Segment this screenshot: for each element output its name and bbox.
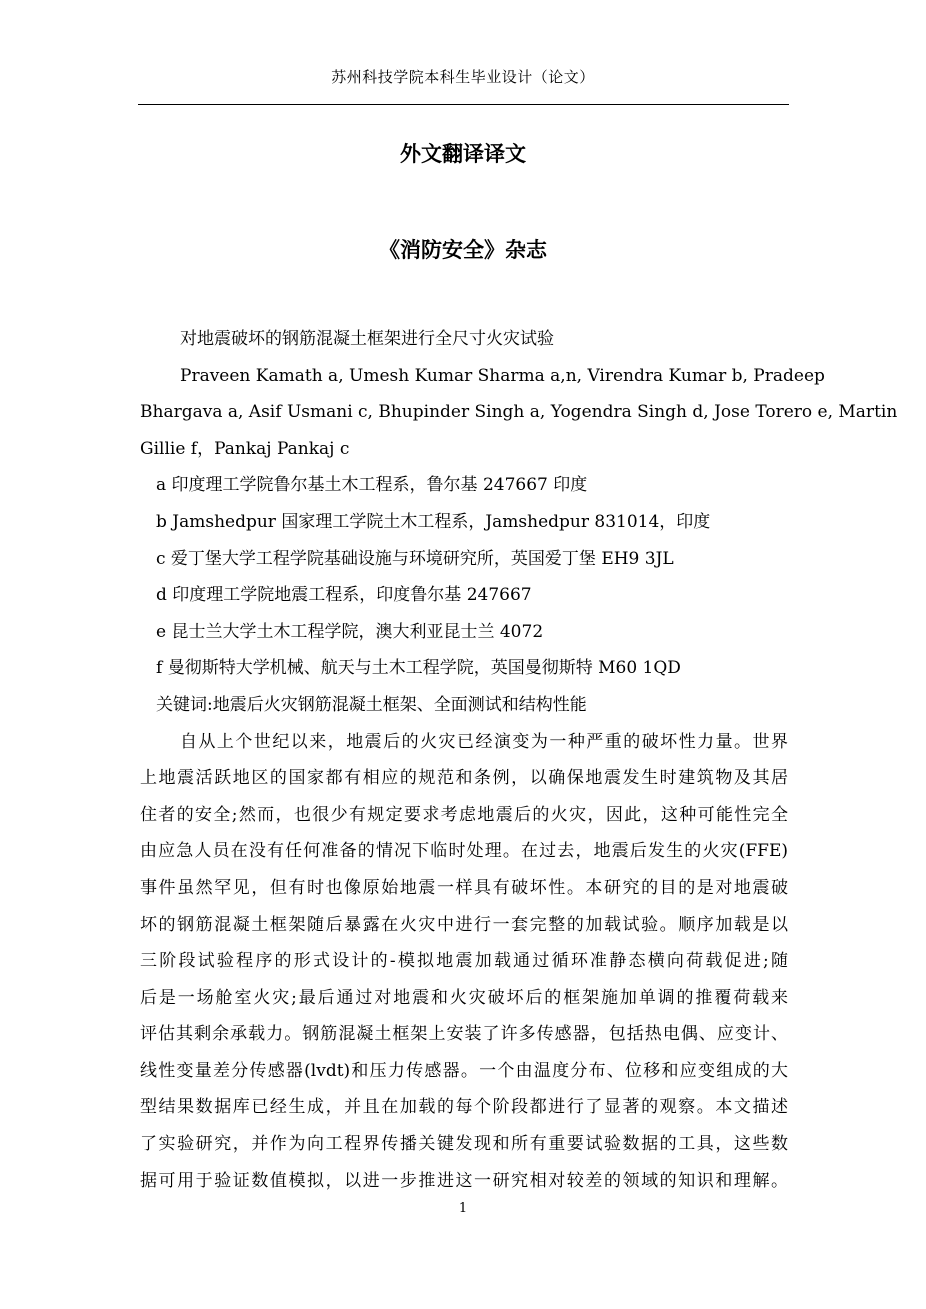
running-header: 苏州科技学院本科生毕业设计（论文）	[331, 68, 595, 86]
affiliation-line: a 印度理工学院鲁尔基土木工程系，鲁尔基 247667 印度	[156, 475, 588, 496]
abstract-line: 上地震活跃地区的国家都有相应的规范和条例，以确保地震发生时建筑物及其居	[140, 768, 788, 789]
abstract-line: 评估其剩余承载力。钢筋混凝土框架上安装了许多传感器，包括热电偶、应变计、	[140, 1024, 788, 1045]
affiliation-line: c 爱丁堡大学工程学院基础设施与环境研究所，英国爱丁堡 EH9 3JL	[156, 548, 674, 569]
main-title: 外文翻译译文	[400, 142, 526, 166]
abstract-line: 住者的安全;然而，也很少有规定要求考虑地震后的火灾，因此，这种可能性完全	[140, 804, 788, 825]
abstract-line: 型结果数据库已经生成，并且在加载的每个阶段都进行了显著的观察。本文描述	[140, 1097, 788, 1118]
affiliation-line: d 印度理工学院地震工程系，印度鲁尔基 247667	[156, 585, 532, 606]
authors-line: Gillie f，Pankaj Pankaj c	[140, 438, 350, 459]
abstract-line: 坏的钢筋混凝土框架随后暴露在火灾中进行一套完整的加载试验。顺序加载是以	[140, 914, 788, 935]
abstract-line: 据可用于验证数值模拟，以进一步推进这一研究相对较差的领域的知识和理解。	[140, 1170, 788, 1191]
page-number: 1	[458, 1201, 468, 1216]
authors-line: Praveen Kamath a, Umesh Kumar Sharma a,n, Virendra Kumar b, Pradeep	[180, 365, 825, 386]
body-text	[140, 321, 898, 1199]
abstract-line: 三阶段试验程序的形式设计的-模拟地震加载通过循环准静态横向荷载促进;随	[140, 951, 788, 972]
abstract-line: 自从上个世纪以来，地震后的火灾已经演变为一种严重的破坏性力量。世界	[180, 731, 788, 752]
abstract-line: 后是一场舱室火灾;最后通过对地震和火灾破坏后的框架施加单调的推覆荷载来	[140, 987, 788, 1008]
affiliation-line: b Jamshedpur 国家理工学院土木工程系，Jamshedpur 831014，印度	[156, 511, 711, 532]
abstract-line: 了实验研究，并作为向工程界传播关键发现和所有重要试验数据的工具，这些数	[140, 1134, 788, 1155]
abstract-line: 由应急人员在没有任何准备的情况下临时处理。在过去，地震后发生的火灾(FFE)	[140, 841, 788, 862]
journal-title: 《消防安全》杂志	[379, 238, 547, 262]
affiliation-line: e 昆士兰大学土木工程学院，澳大利亚昆士兰 4072	[156, 621, 544, 642]
abstract-line: 事件虽然罕见，但有时也像原始地震一样具有破坏性。本研究的目的是对地震破	[140, 877, 788, 898]
header-rule	[138, 104, 789, 105]
affiliation-line: f 曼彻斯特大学机械、航天与土木工程学院，英国曼彻斯特 M60 1QD	[156, 658, 681, 679]
authors-line: Bhargava a, Asif Usmani c, Bhupinder Singh a, Yogendra Singh d, Jose Torero e, Martin	[140, 402, 898, 423]
keywords-line: 关键词:地震后火灾钢筋混凝土框架、全面测试和结构性能	[156, 694, 587, 715]
paper-title: 对地震破坏的钢筋混凝土框架进行全尺寸火灾试验	[180, 329, 554, 349]
abstract-line: 线性变量差分传感器(lvdt)和压力传感器。一个由温度分布、位移和应变组成的大	[140, 1060, 788, 1081]
